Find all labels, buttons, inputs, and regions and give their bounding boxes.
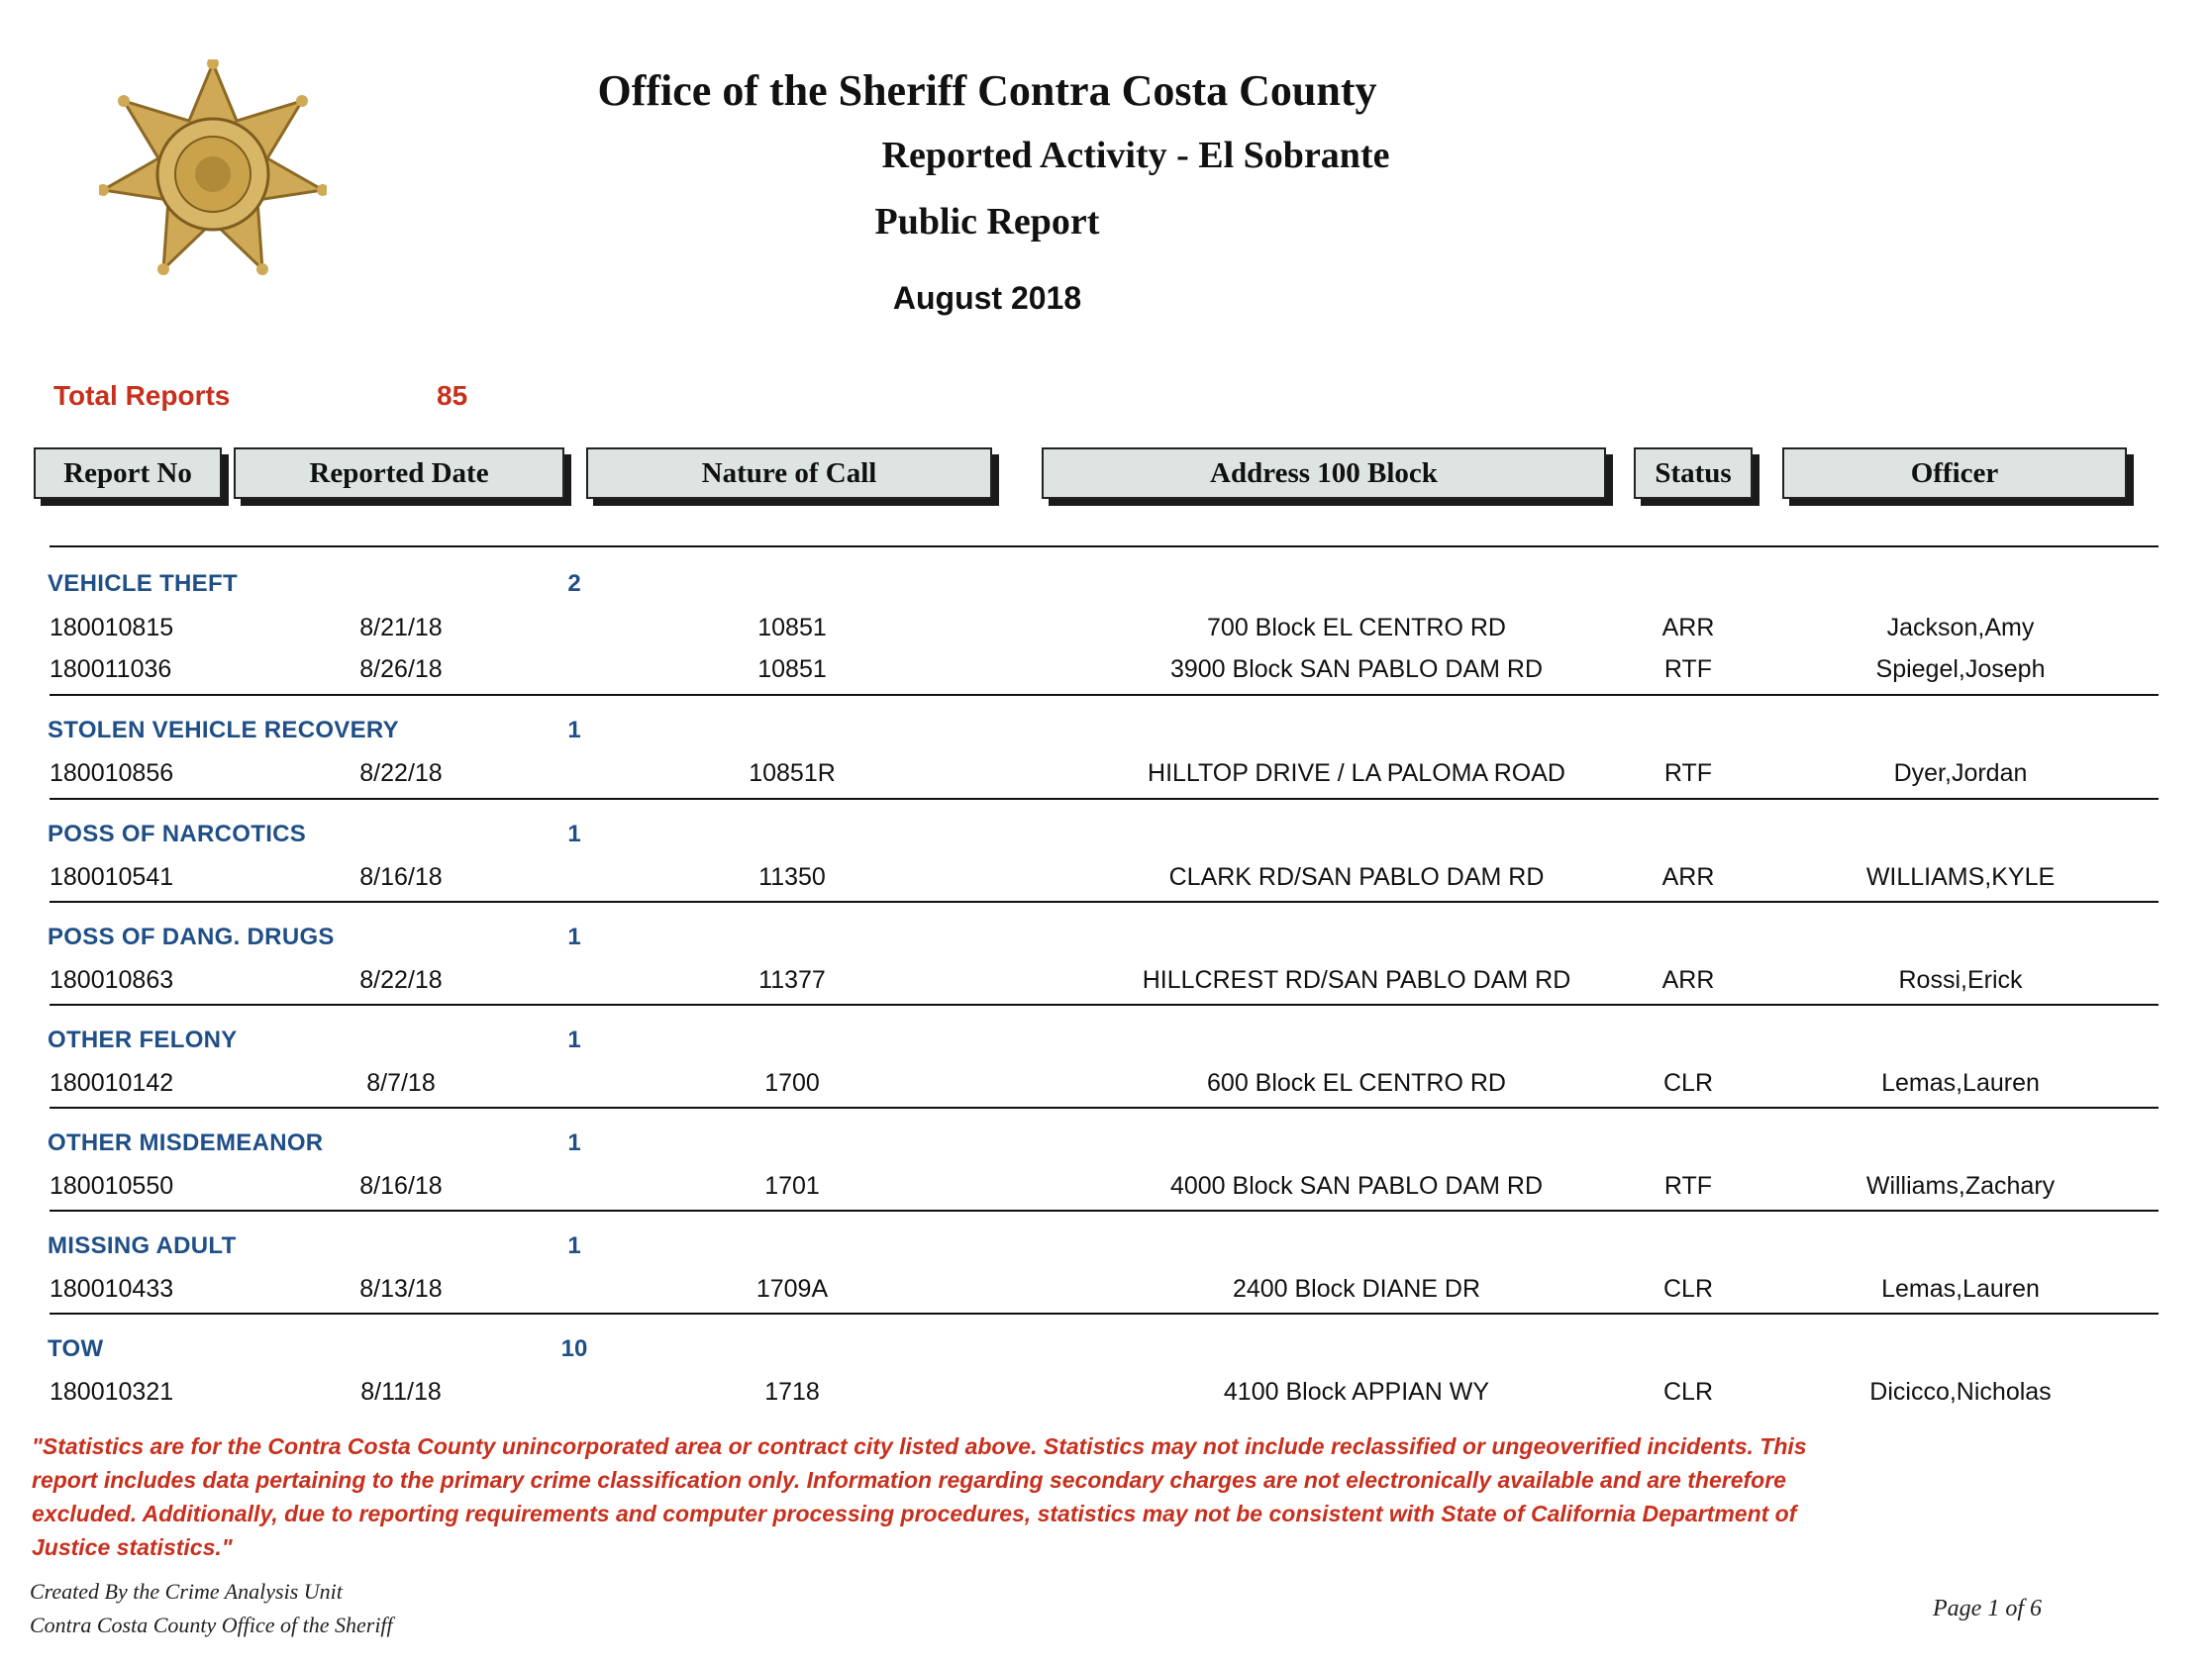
group-header <box>0 1232 2212 1272</box>
column-header-nature-of-call: Nature of Call <box>586 447 992 499</box>
total-reports-value: 85 <box>437 380 468 411</box>
group-header <box>0 821 2212 860</box>
officer: Rossi,Erick <box>1898 966 2023 994</box>
group-separator <box>50 798 2159 800</box>
report-type: Public Report <box>874 201 1100 243</box>
total-reports-label: Total Reports <box>53 380 231 411</box>
reported-date: 8/22/18 <box>359 966 443 994</box>
address: 2400 Block DIANE DR <box>1232 1275 1481 1303</box>
column-header-status: Status <box>1634 447 1753 499</box>
group-title: TOW <box>48 1335 104 1362</box>
group-separator <box>50 901 2159 903</box>
group-count: 1 <box>567 1232 581 1259</box>
created-by-line-1: Created By the Crime Analysis Unit <box>30 1579 343 1604</box>
reported-date: 8/11/18 <box>360 1378 442 1406</box>
group-separator <box>50 1107 2159 1109</box>
officer: Jackson,Amy <box>1886 614 2035 641</box>
report-no: 180010433 <box>50 1275 174 1303</box>
group-title: POSS OF DANG. DRUGS <box>48 924 335 950</box>
group-count: 1 <box>567 1129 581 1156</box>
address: 3900 Block SAN PABLO DAM RD <box>1169 655 1544 683</box>
nature-of-call: 11377 <box>758 966 826 994</box>
report-no: 180010550 <box>50 1172 174 1200</box>
table-row <box>0 655 2212 695</box>
report-no: 180010321 <box>50 1378 174 1406</box>
table-top-rule <box>50 545 2159 547</box>
nature-of-call: 11350 <box>758 863 826 891</box>
group-count: 1 <box>567 821 581 847</box>
reported-date: 8/26/18 <box>359 655 443 683</box>
nature-of-call: 1718 <box>764 1378 820 1406</box>
report-no: 180011036 <box>50 655 172 683</box>
group-count: 10 <box>560 1335 588 1362</box>
nature-of-call: 10851 <box>757 655 827 683</box>
group-title: OTHER FELONY <box>48 1027 238 1053</box>
status: ARR <box>1661 614 1715 641</box>
table-row <box>0 966 2212 1006</box>
group-count: 2 <box>567 570 581 597</box>
page-title: Office of the Sheriff Contra Costa County <box>597 66 1377 115</box>
officer: WILLIAMS,KYLE <box>1865 863 2056 891</box>
status: RTF <box>1663 759 1713 787</box>
status: CLR <box>1662 1069 1713 1097</box>
column-header-address: Address 100 Block <box>1042 447 1606 499</box>
table-row <box>0 1275 2212 1315</box>
status: CLR <box>1662 1378 1713 1406</box>
group-header <box>0 1335 2212 1375</box>
report-no: 180010142 <box>50 1069 174 1097</box>
address: HILLTOP DRIVE / LA PALOMA ROAD <box>1148 759 1565 787</box>
report-no: 180010856 <box>50 759 174 787</box>
status: RTF <box>1663 655 1713 683</box>
group-title: VEHICLE THEFT <box>48 570 238 597</box>
officer: Lemas,Lauren <box>1881 1275 2040 1303</box>
address: HILLCREST RD/SAN PABLO DAM RD <box>1142 966 1571 994</box>
group-title: OTHER MISDEMEANOR <box>48 1129 324 1156</box>
address: 700 Block EL CENTRO RD <box>1207 614 1506 641</box>
address: 600 Block EL CENTRO RD <box>1207 1069 1506 1097</box>
status: ARR <box>1661 863 1715 891</box>
group-separator <box>50 1210 2159 1212</box>
report-no: 180010863 <box>50 966 174 994</box>
reported-date: 8/13/18 <box>359 1275 443 1303</box>
table-row <box>0 1378 2212 1418</box>
table-row <box>0 759 2212 799</box>
group-separator <box>50 1004 2159 1006</box>
nature-of-call: 1700 <box>764 1069 820 1097</box>
reported-date: 8/7/18 <box>366 1069 436 1097</box>
column-header-reported-date: Reported Date <box>234 447 564 499</box>
group-header <box>0 717 2212 756</box>
status: ARR <box>1661 966 1715 994</box>
group-count: 1 <box>567 717 581 743</box>
reported-date: 8/16/18 <box>359 863 443 891</box>
table-row <box>0 1069 2212 1109</box>
group-header <box>0 570 2212 610</box>
column-header-report-no: Report No <box>34 447 222 499</box>
reported-date: 8/16/18 <box>359 1172 443 1200</box>
column-header-officer: Officer <box>1782 447 2127 499</box>
address: 4100 Block APPIAN WY <box>1223 1378 1490 1406</box>
officer: Lemas,Lauren <box>1881 1069 2040 1097</box>
page-number: Page 1 of 6 <box>1933 1596 2042 1621</box>
group-header <box>0 1129 2212 1169</box>
report-no: 180010815 <box>50 614 174 641</box>
group-separator <box>50 1313 2159 1315</box>
group-title: MISSING ADULT <box>48 1232 237 1259</box>
created-by-line-2: Contra Costa County Office of the Sheriff <box>30 1613 393 1637</box>
table-row <box>0 614 2212 653</box>
group-title: STOLEN VEHICLE RECOVERY <box>48 717 399 743</box>
group-count: 1 <box>567 924 581 950</box>
report-subtitle: Reported Activity - El Sobrante <box>881 135 1390 176</box>
nature-of-call: 10851R <box>749 759 836 787</box>
officer: Spiegel,Joseph <box>1875 655 2046 683</box>
officer: Dyer,Jordan <box>1893 759 2028 787</box>
address: CLARK RD/SAN PABLO DAM RD <box>1168 863 1545 891</box>
report-no: 180010541 <box>50 863 174 891</box>
statistics-disclaimer: "Statistics are for the Contra Costa County unincorporated area or contract city listed above. Statistics may not include reclassified or ungeoverified incidents. This report includes data pertaining to the primary crime classification only. Information regarding secondary charges are not electronically available and are therefore excluded. Additionally, due to reporting requirements and computer processing procedures, statistics may not be consistent with State of California Department of Justice statistics." <box>32 1433 1807 1560</box>
nature-of-call: 10851 <box>757 614 827 641</box>
officer: Williams,Zachary <box>1865 1172 2056 1200</box>
status: RTF <box>1663 1172 1713 1200</box>
table-row <box>0 1172 2212 1212</box>
group-header <box>0 924 2212 963</box>
nature-of-call: 1701 <box>764 1172 820 1200</box>
table-row <box>0 863 2212 903</box>
reported-date: 8/21/18 <box>359 614 443 641</box>
officer: Dicicco,Nicholas <box>1869 1378 2052 1406</box>
nature-of-call: 1709A <box>755 1275 829 1303</box>
group-header <box>0 1027 2212 1066</box>
group-count: 1 <box>567 1027 581 1053</box>
report-period: August 2018 <box>892 280 1082 316</box>
group-separator <box>50 694 2159 696</box>
group-title: POSS OF NARCOTICS <box>48 821 307 847</box>
reported-date: 8/22/18 <box>359 759 443 787</box>
address: 4000 Block SAN PABLO DAM RD <box>1169 1172 1544 1200</box>
status: CLR <box>1662 1275 1713 1303</box>
